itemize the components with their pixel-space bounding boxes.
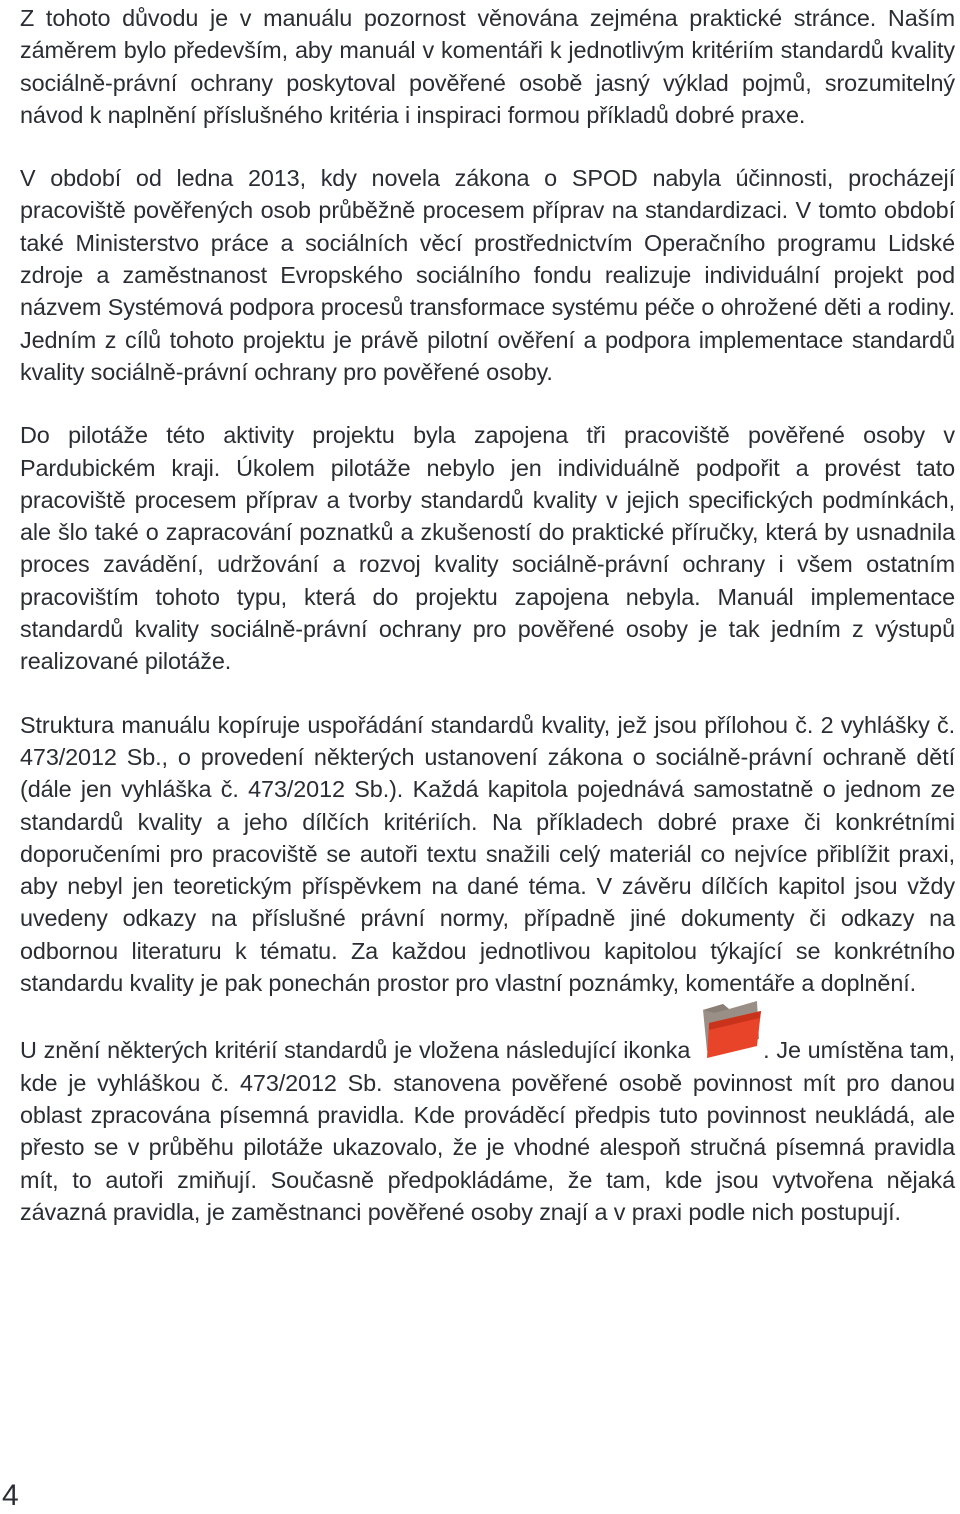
icon-text-after: . Je umístěna tam, kde je vyhláškou č. 473/2012 Sb. stanovena pověřené osobě povinnost mít pro danou oblast zpracována písemná pravidla. Kde prováděcí předpis tuto povinnost neukládá, ale přesto se v průběhu pilotáže ukazovalo, že je vhodné alespoň stručná písemná pravidla mít, to autoři zmiňují. Současně předpokládáme, že tam, kde jsou vytvořena nějaká závazná pravidla, je zaměstnanci pověřené osoby znají a v praxi podle nich postupují. (20, 1037, 956, 1225)
paragraph-pilot: Do pilotáže této aktivity projektu byla zapojena tři pracoviště pověřené osoby v Pardubickém kraji. Úkolem pilotáže nebylo jen individuálně podpořit a provést tato pracoviště procesem příprav a tvorby standardů kvality v jejich specifických podmínkách, ale šlo také o zapracování poznatků a zkušeností do praktické příručky, která by usnadnila proces zavádění, udržování a rozvoj kvality sociálně-právní ochrany i všem ostatním pracovištím tohoto typu, která do projektu zapojena nebyla. Manuál implementace standardů kvality sociálně-právní ochrany pro pověřené osoby je tak jedním z výstupů realizované pilotáže. (20, 422, 955, 675)
icon-text-before: U znění některých kritérií standardů je vložena následující ikonka (20, 1037, 691, 1064)
paragraph-icon-explanation (20, 1030, 955, 1228)
paragraph-gap (20, 388, 955, 419)
folder-icon (697, 1030, 763, 1060)
paragraph-project: V období od ledna 2013, kdy novela zákona o SPOD nabyla účinnosti, procházejí pracoviště pověřených osob průběžně procesem příprav na standardizaci. V tomto období také Ministerstvo práce a sociálních věcí prostřednictvím Operačního programu Lidské zdroje a zaměstnanost Evropského sociálního fondu realizuje individuální projekt pod názvem Systémová podpora procesů transformace systému péče o ohrožené děti a rodiny. Jedním z cílů tohoto projektu je právě pilotní ověření a podpora implementace standardů kvality sociálně-právní ochrany pro pověřené osoby. (20, 165, 955, 385)
paragraph-purpose: Z tohoto důvodu je v manuálu pozornost věnována zejména praktické stránce. Naším záměrem bylo především, aby manuál v komentáři k jednotlivým kritériím standardů kvality sociálně-právní ochrany poskytoval pověřené osobě jasný výklad pojmů, srozumitelný návod k naplnění příslušného kritéria i inspiraci formou příkladů dobré praxe. (20, 5, 955, 128)
document-page (20, 2, 955, 1228)
paragraph-gap (20, 999, 955, 1030)
paragraph-gap (20, 678, 955, 709)
page-number: 4 (2, 1479, 19, 1512)
paragraph-gap (20, 131, 955, 162)
paragraph-structure: Struktura manuálu kopíruje uspořádání standardů kvality, jež jsou přílohou č. 2 vyhlášky č. 473/2012 Sb., o provedení některých ustanovení zákona o sociálně-právní ochraně dětí (dále jen vyhláška č. 473/2012 Sb.). Každá kapitola pojednává samostatně o jednom ze standardů kvality a jeho dílčích kritériích. Na příkladech dobré praxe či konkrétními doporučeními pro pracoviště se autoři textu snažili celý materiál co nejvíce přiblížit praxi, aby nebyl jen teoretickým příspěvkem na dané téma. V závěru dílčích kapitol jsou vždy uvedeny odkazy na příslušné právní normy, případně jiné dokumenty či odkazy na odbornou literaturu k tématu. Za každou jednotlivou kapitolou týkající se konkrétního standardu kvality je pak ponechán prostor pro vlastní poznámky, komentáře a doplnění. (20, 711, 955, 997)
